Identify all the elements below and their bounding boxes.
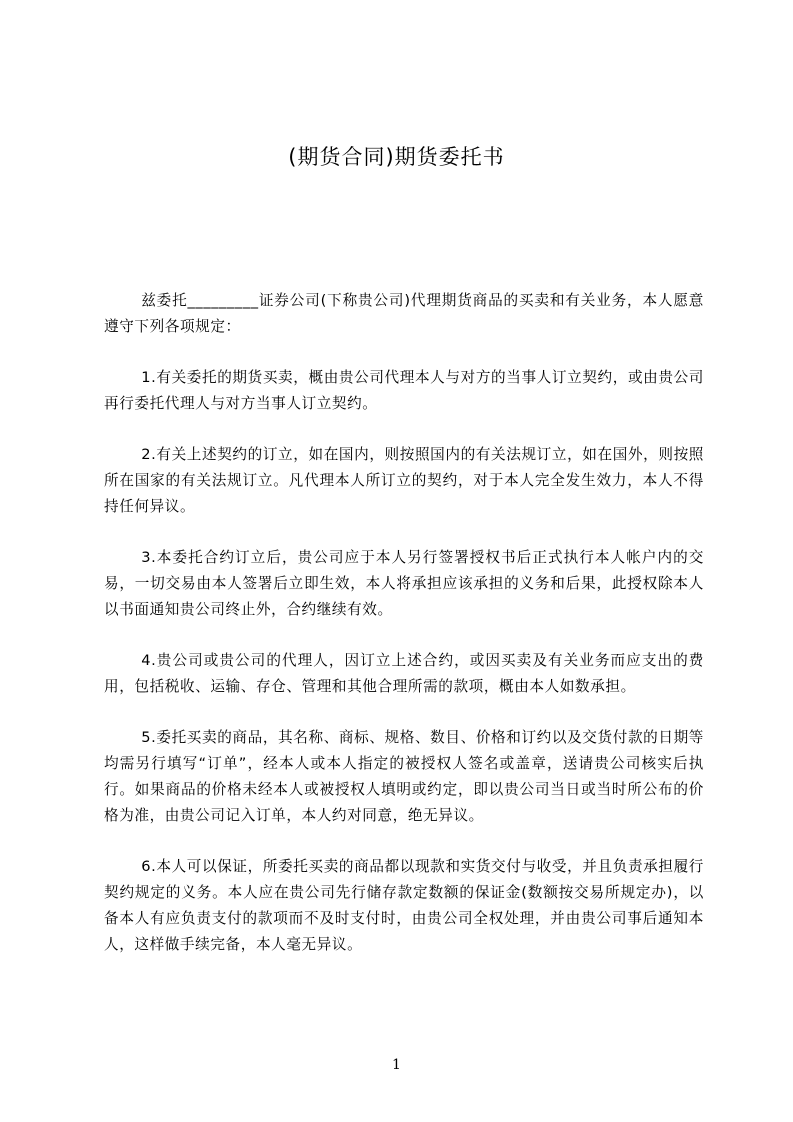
clause-6-paragraph: 6.本人可以保证，所委托买卖的商品都以现款和实货交付与收受，并且负责承担履行契约规定的义务。本人应在贵公司先行储存款定数额的保证金(数额按交易所规定办)，以备本人有应负责支付的款项而不及时支付时，由贵公司全权处理，并由贵公司事后通知本人，这样做手续完备，本人毫无异议。 [104,858,704,953]
clause-1-paragraph: 1.有关委托的期货买卖，概由贵公司代理本人与对方的当事人订立契约，或由贵公司再行委托代理人与对方当事人订立契约。 [104,369,704,412]
clause-3-paragraph: 3.本委托合约订立后，贵公司应于本人另行签署授权书后正式执行本人帐户内的交易，一切交易由本人签署后立即生效，本人将承担应该承担的义务和后果，此授权除本人以书面通知贵公司终止外，合约继续有效。 [104,549,704,618]
document-body [104,288,704,958]
document-title: (期货合同)期货委托书 [288,145,505,169]
intro-paragraph: 兹委托_________证券公司(下称贵公司)代理期货商品的买卖和有关业务，本人愿意遵守下列各项规定： [104,292,704,335]
clause-2-paragraph: 2.有关上述契约的订立，如在国内，则按照国内的有关法规订立，如在国外，则按照所在国家的有关法规订立。凡代理本人所订立的契约，对于本人完全发生效力，本人不得持任何异议。 [104,446,704,515]
clause-4-paragraph: 4.贵公司或贵公司的代理人，因订立上述合约，或因买卖及有关业务而应支出的费用，包括税收、运输、存仓、管理和其他合理所需的款项，概由本人如数承担。 [104,652,704,695]
clause-5-paragraph: 5.委托买卖的商品，其名称、商标、规格、数目、价格和订约以及交货付款的日期等均需另行填写“订单”，经本人或本人指定的被授权人签名或盖章，送请贵公司核实后执行。如果商品的价格未经本人或被授权人填明或约定，即以贵公司当日或当时所公布的价格为准，由贵公司记入订单，本人约对同意，绝无异议。 [104,729,704,824]
page-number: 1 [392,1057,401,1073]
